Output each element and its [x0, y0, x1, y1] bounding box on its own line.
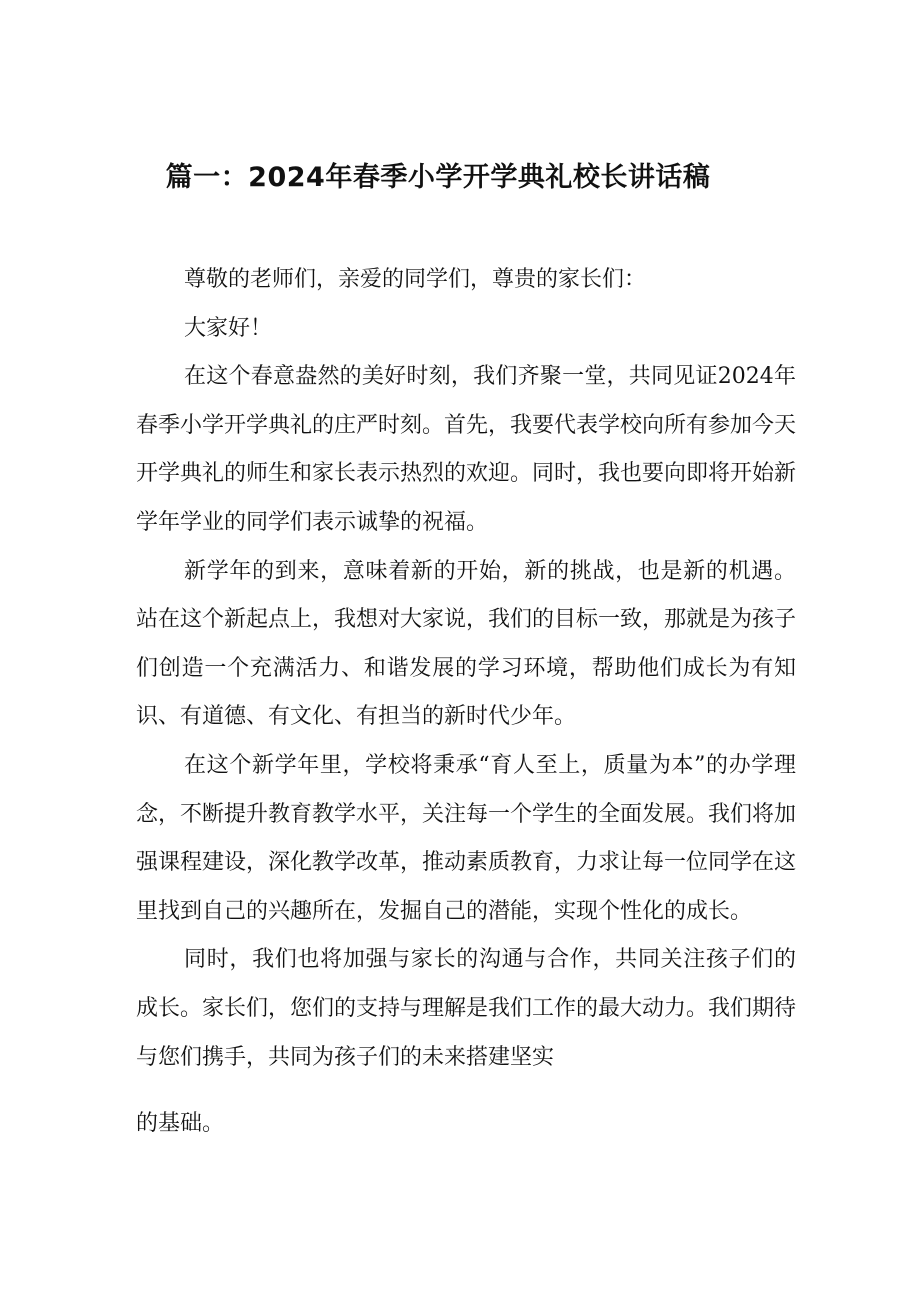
document-title: 篇一：2024年春季小学开学典礼校长讲话稿 — [165, 162, 711, 193]
body-paragraph: 在这个春意盎然的美好时刻，我们齐聚一堂，共同见证2024年春季小学开学典礼的庄严时刻。首先，我要代表学校向所有参加今天开学典礼的师生和家长表示热烈的欢迎。同时，我也要向即将开始新学年学业的同学们表示诚挚的祝福。 — [136, 364, 797, 535]
salutation-paragraph: 尊敬的老师们，亲爱的同学们，尊贵的家长们： — [184, 267, 647, 292]
closing-fragment: 的基础。 — [136, 1111, 225, 1137]
document-body — [136, 256, 796, 1149]
body-paragraph: 同时，我们也将加强与家长的沟通与合作，共同关注孩子们的成长。家长们，您们的支持与理解是我们工作的最大动力。我们期待与您们携手，共同为孩子们的未来搭建坚实 — [136, 947, 797, 1070]
body-paragraph: 在这个新学年里，学校将秉承“育人至上，质量为本”的办学理念，不断提升教育教学水平，关注每一个学生的全面发展。我们将加强课程建设，深化教学改革，推动素质教育，力求让每一位同学在这里找到自己的兴趣所在，发掘自己的潜能，实现个性化的成长。 — [136, 752, 797, 924]
body-paragraph: 新学年的到来，意味着新的开始，新的挑战，也是新的机遇。站在这个新起点上，我想对大家说，我们的目标一致，那就是为孩子们创造一个充满活力、和谐发展的学习环境，帮助他们成长为有知识、有道德、有文化、有担当的新时代少年。 — [136, 558, 797, 730]
greeting-paragraph: 大家好！ — [184, 315, 273, 341]
